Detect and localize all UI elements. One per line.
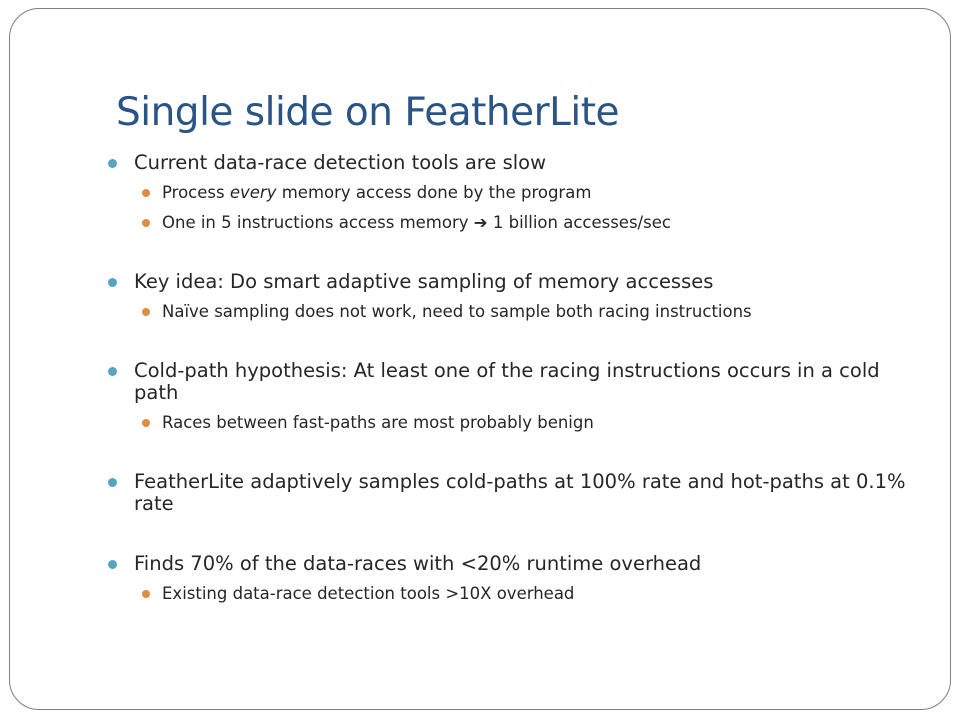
- bullet-dot-icon: [108, 367, 117, 376]
- sub-bullet-text-emphasis: every: [229, 183, 277, 202]
- sub-bullet-dot-icon: [142, 419, 150, 427]
- bullet-text: FeatherLite adaptively samples cold-paths at 100% rate and hot-paths at 0.1% rate: [134, 470, 906, 515]
- sub-bullet-text-pre: One in 5 instructions access memory: [162, 213, 474, 232]
- sub-bullet-dot-icon: [142, 219, 150, 227]
- bullet-dot-icon: [108, 159, 117, 168]
- sub-bullet-item: [106, 584, 916, 604]
- bullet-item: [106, 471, 916, 515]
- bullet-item: [106, 553, 916, 575]
- bullet-item: [106, 271, 916, 293]
- bullet-text: Key idea: Do smart adaptive sampling of memory accesses: [134, 270, 714, 293]
- sub-bullet-dot-icon: [142, 189, 150, 197]
- sub-bullet-item: [106, 413, 916, 433]
- sub-bullet-item: [106, 183, 916, 203]
- bullet-item: [106, 360, 916, 404]
- slide-body: [106, 152, 916, 604]
- bullet-text: Cold-path hypothesis: At least one of the racing instructions occurs in a cold path: [134, 359, 880, 404]
- sub-bullet-item: [106, 302, 916, 322]
- sub-bullet-item: [106, 213, 916, 233]
- sub-bullet-dot-icon: [142, 590, 150, 598]
- sub-bullet-text-post: memory access done by the program: [276, 183, 592, 202]
- bullet-text: Finds 70% of the data-races with <20% runtime overhead: [134, 552, 702, 575]
- sub-bullet-text: Naïve sampling does not work, need to sample both racing instructions: [162, 302, 752, 321]
- bullet-dot-icon: [108, 278, 117, 287]
- bullet-text: Current data-race detection tools are slow: [134, 151, 547, 174]
- bullet-dot-icon: [108, 560, 117, 569]
- right-arrow-icon: ➔: [473, 213, 488, 232]
- sub-bullet-text-pre: Process: [162, 183, 230, 202]
- bullet-item: [106, 152, 916, 174]
- sub-bullet-dot-icon: [142, 308, 150, 316]
- sub-bullet-text: Races between fast-paths are most probably benign: [162, 413, 594, 432]
- sub-bullet-text-post: 1 billion accesses/sec: [487, 213, 671, 232]
- sub-bullet-text: Existing data-race detection tools >10X overhead: [162, 584, 575, 603]
- bullet-dot-icon: [108, 478, 117, 487]
- slide-title: Single slide on FeatherLite: [116, 90, 619, 135]
